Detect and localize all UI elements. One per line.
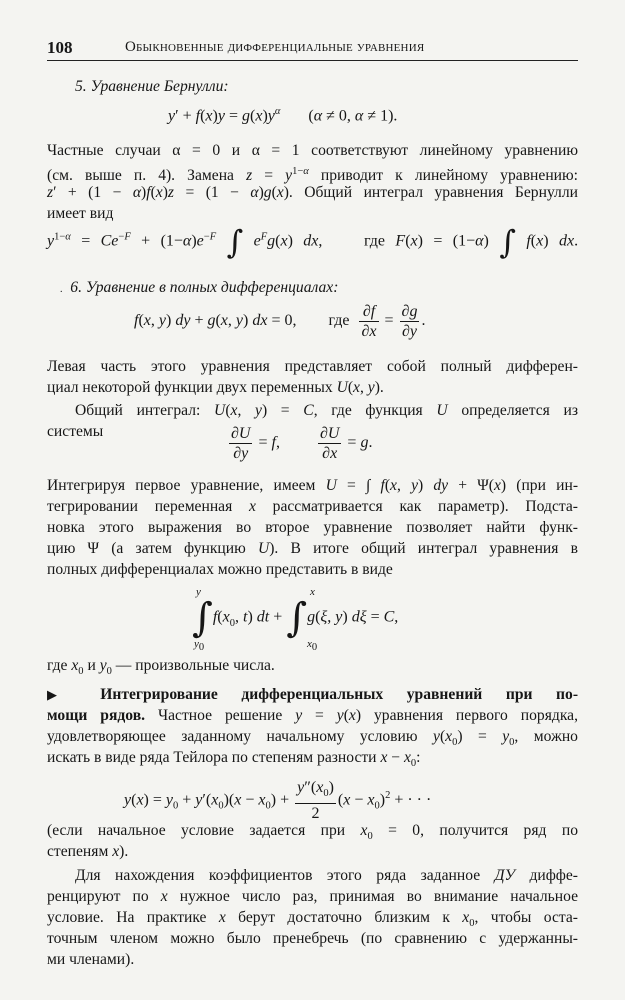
para-4-line-2: тегрировании переменная x рассматривается как параметр). Подста- [47, 498, 578, 515]
bullet-triangle-icon: ▶ [47, 687, 77, 702]
para-6-line-2: степеням x). [47, 843, 129, 860]
para-2-line-1: Левая часть этого уравнения представляет собой полный дифферен- [47, 358, 578, 375]
formula-bernoulli: $y' + f(x)y = g(x)y^\alpha$ (α ≠ 0, α ≠ 1). [168, 106, 398, 125]
formula-exact-equation: f(x, y) dy + g(x, y) dx = 0, где $\frac{\partial f}{\partial x}$ = $\frac{\partial g}{\partial y}$ . [134, 303, 426, 340]
para-3-line-1: Общий интеграл: U(x, y) = C, где функция U определяется из [75, 402, 578, 419]
formula-system: $\frac{\partial U}{\partial y}$ = f, $\frac{\partial U}{\partial x}$ = g. [231, 425, 373, 462]
para-7-line-3: условие. На практике x берут достаточно близким к $x_0$, чтобы оста- [47, 909, 578, 930]
para-2-line-2: циал некоторой функции двух переменных U(x, y). [47, 379, 384, 396]
running-head: Обыкновенные дифференциальные уравнения [125, 39, 425, 55]
para-1-line-1: Частные случаи α = 0 и α = 1 соответствуют линейному уравнению [47, 142, 578, 159]
para-4-line-1: Интегрируя первое уравнение, имеем U = ∫ f(x, y) dy + Ψ(x) (при ин- [47, 477, 579, 494]
para-6-line-1: (если начальное условие задается при $x_0 = 0$, получится ряд по [47, 822, 578, 843]
book-page: 108 Обыкновенные дифференциальные уравнения 5. Уравнение Бернулли: $y' + f(x)y = g(x)y^\alpha$ (α ≠ 0, α ≠ 1). Частные случаи α = 0 и α = 1 соответствуют линейному уравнению (см. выше п. 4). Замена $z = y^{1-\alpha}$ приводит к линейному уравнению: z′ + (1 − α)f(x)z = (1 − α)g(x). Общий интеграл уравнения Бернулли имеет вид $y^{1-\alpha} = Ce^{-F} + (1-\alpha)e^{-F}$ ∫ $e^Fg(x)$ dx, где F(x) = (1−α) ∫ f(x) dx. . 6. Уравнение в полных дифференциалах: f(x, y) dy + g(x, y) dx = 0, где $\frac{\partial f}{\partial x}$ = $\frac{\partial g}{\partial y}$ . Левая часть этого уравнения представляет собой полный дифферен- циал некоторой функции двух переменных U(x, y). Общий интеграл: U(x, y) = C, где функция U определяется из системы $\frac{\partial U}{\partial y}$ = f, $\frac{\partial U}{\partial x}$ = g. Интегрируя первое уравнение, имеем U = ∫ f(x, y) dy + Ψ(x) (при ин- тегрировании переменная x рассматривается как параметр). Подста- новка этого выражения во второе уравнение позволяет найти функ- цию Ψ (а затем функцию U). В итоге общий интеграл уравнения в полных дифференциалах можно представить в виде y $y_0$ x $x_0$ $\int f(x_0$, t) dt + ∫g(ξ, y) dξ = C, где $x_0$ и $y_0$ — произвольные числа. ▶ Интегрирование дифференциальных уравнений при по- мощи рядов. Частное решение y = y(x) уравнения первого порядка, удовлетворяющее заданному начальному условию $y(x_0) = y_0$, можно искать в виде ряда Тейлора по степеням разности $x - x_0$: $y(x) = y_0 + y'(x_0)(x - x_0)$ + $\frac{y''(x_0)}{2}$ $(x - x_0)^2$ + · · · (если начальное условие задается при $x_0 = 0$, получится ряд по степеням x). Для нахождения коэффициентов этого ряда заданное ДУ диффе- ренцируют по x нужное число раз, принимая во внимание начальное условие. На практике x берут достаточно близким к $x_0$, чтобы оста- точным членом можно было пренебречь (по сравнению с удержанны- ми членами). [47, 38, 579, 968]
para-4-line-3: новка этого выражения во второе уравнение позволяет найти функ- [47, 519, 578, 536]
page-number: 108 [47, 38, 73, 57]
para-1-line-2: (см. выше п. 4). Замена $z = y^{1-\alpha}$ приводит к линейному уравнению: [47, 166, 578, 185]
para-4-line-5: полных дифференциалах можно представить в виде [47, 561, 393, 578]
para-3-line-2: системы [47, 423, 104, 440]
para-7-line-5: ми членами). [47, 951, 135, 968]
para-7-line-4: точным членом можно было пренебречь (по сравнению с удержанны- [47, 930, 578, 947]
para-1-line-4: имеет вид [47, 205, 114, 222]
para-4-line-4: цию Ψ (а затем функцию U). В итоге общий интеграл уравнения в [47, 540, 578, 557]
section-line-2: мощи рядов. Частное решение y = y(x) уравнения первого порядка, [47, 707, 578, 724]
para-5-line-1: где $x_0$ и $y_0$ — произвольные числа. [47, 657, 275, 678]
item-6-title: . 6. Уравнение в полных дифференциалах: [60, 279, 339, 296]
section-line-4: искать в виде ряда Тейлора по степеням разности $x - x_0$: [47, 749, 421, 770]
page-header [47, 38, 578, 61]
formula-bernoulli-solution: $y^{1-\alpha} = Ce^{-F} + (1-\alpha)e^{-F}$ ∫ $e^Fg(x)$ dx, где F(x) = (1−α) ∫ f(x) dx. [47, 223, 579, 261]
para-7-line-2: ренцируют по x нужное число раз, принимая во внимание начальное [47, 888, 578, 905]
formula-taylor: $y(x) = y_0 + y'(x_0)(x - x_0)$ + $\frac{y''(x_0)}{2}$ $(x - x_0)^2$ + · · · [124, 779, 432, 823]
section-heading-line-1: ▶ Интегрирование дифференциальных уравнений при по- [47, 686, 579, 703]
section-line-3: удовлетворяющее заданному начальному условию $y(x_0) = y_0$, можно [47, 728, 578, 749]
para-1-line-3: z′ + (1 − α)f(x)z = (1 − α)g(x). Общий интеграл уравнения Бернулли [47, 184, 578, 201]
item-5-title: 5. Уравнение Бернулли: [75, 78, 229, 95]
para-7-line-1: Для нахождения коэффициентов этого ряда заданное ДУ диффе- [75, 867, 578, 884]
